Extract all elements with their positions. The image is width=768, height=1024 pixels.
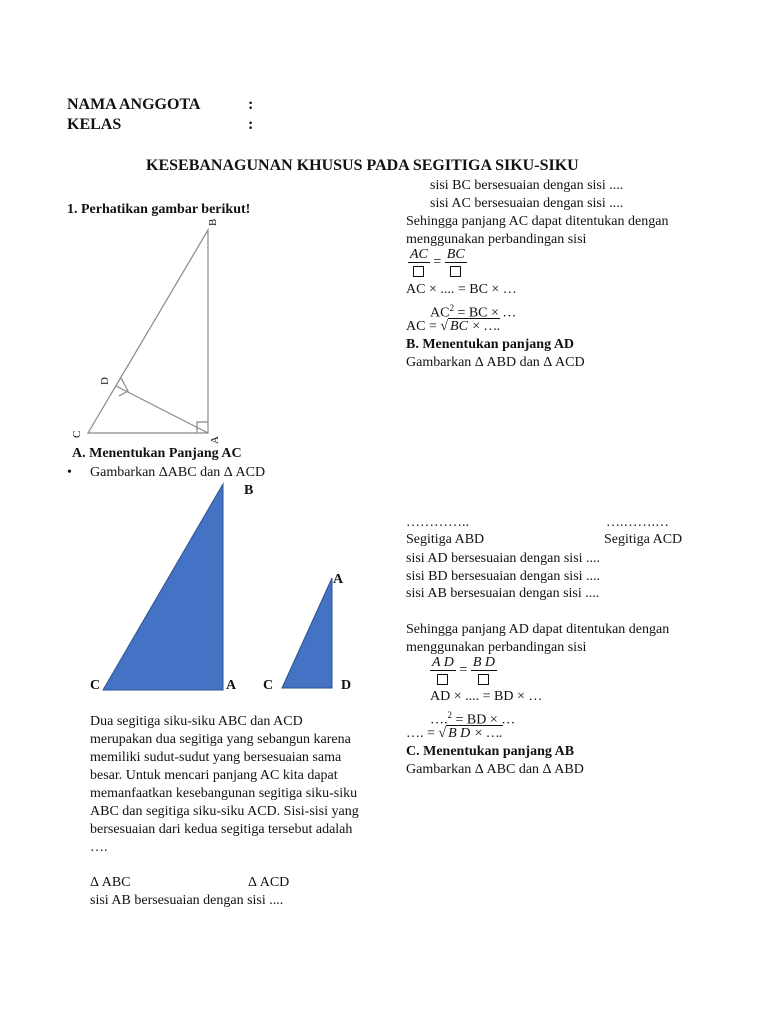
ratio-ad-bd — [430, 656, 497, 685]
section-c-line: Gambarkan Δ ABC dan Δ ABD — [406, 762, 584, 777]
side-bd-correspondence: sisi BD bersesuaian dengan sisi .... — [406, 569, 601, 584]
section-a-paragraph: Dua segitiga siku-siku ABC dan ACD merupakan dua segitiga yang sebangun karena memiliki sudut-sudut yang bersesuaian sama besar. Untuk mencari panjang AC kita dapat memanfaatkan kesebangunan segitiga siku-siku ABC dan segitiga siku-siku ACD. Sisi-sisi yang bersesuaian dari kedua segitiga tersebut adalah …. — [90, 714, 359, 855]
blank-box-4[interactable] — [478, 674, 489, 685]
section-a-conclusion-1: Sehingga panjang AC dapat ditentukan dengan — [406, 214, 669, 229]
right-angle-a — [197, 422, 208, 433]
step-a-3-lhs: AC = — [406, 319, 441, 334]
step-b-3: …. = √ B D × …. — [406, 726, 503, 741]
step-b-2-sup: 2 — [447, 710, 452, 720]
section-a-conclusion-2: menggunakan perbandingan sisi — [406, 232, 587, 247]
right-angle-d — [119, 378, 128, 396]
triangle-acd — [282, 578, 332, 688]
step-a-3: AC = √ BC × …. — [406, 319, 501, 334]
section-b-line: Gambarkan Δ ABD dan Δ ACD — [406, 355, 585, 370]
step-b-2-rest: = BD × … — [452, 712, 516, 728]
small-tri-label-a: A — [333, 572, 344, 587]
triangle-figure — [70, 218, 230, 446]
bullet-dot: • — [67, 465, 72, 480]
frac-bd-num: B D — [472, 655, 495, 670]
label-d: D — [99, 377, 111, 385]
question-1: 1. Perhatikan gambar berikut! — [67, 202, 251, 217]
small-tri-label-c: C — [263, 678, 274, 693]
step-b-1: AD × .... = BD × … — [430, 689, 543, 704]
big-tri-label-c: C — [90, 678, 101, 693]
small-tri-label-d: D — [341, 678, 352, 693]
frac-bc-num: BC — [446, 247, 465, 262]
step-a-2-rest: = BC × … — [453, 305, 517, 321]
side-ab-correspondence-b: sisi AB bersesuaian dengan sisi .... — [406, 586, 600, 601]
label-b: B — [207, 218, 219, 226]
side-ab-correspondence: sisi AB bersesuaian dengan sisi .... — [90, 893, 284, 908]
big-tri-label-b: B — [244, 483, 254, 498]
section-a-bullet: Gambarkan ΔABC dan Δ ACD — [90, 465, 266, 480]
blank-box-1[interactable] — [413, 266, 424, 277]
side-ac-correspondence: sisi AC bersesuaian dengan sisi .... — [430, 196, 624, 211]
frac-ac-num: AC — [410, 247, 428, 262]
equals-sign-b: = — [459, 662, 468, 678]
section-a-heading: A. Menentukan Panjang AC — [72, 446, 242, 461]
triangles-diagram — [95, 480, 355, 695]
big-tri-label-a: A — [226, 678, 237, 693]
step-a-3-root: BC × …. — [450, 319, 501, 334]
ratio-ac-bc — [408, 248, 467, 277]
blank-dots-right[interactable]: ….…….… — [606, 515, 669, 530]
label-c: C — [71, 430, 83, 438]
step-b-2-base: …. — [430, 712, 448, 728]
step-a-2-base: AC — [430, 305, 450, 321]
side-ad-correspondence: sisi AD bersesuaian dengan sisi .... — [406, 551, 601, 566]
blank-box-3[interactable] — [437, 674, 448, 685]
label-a: A — [209, 436, 221, 444]
kelas-colon: : — [248, 116, 254, 133]
section-b-conclusion-1: Sehingga panjang AD dapat ditentukan dengan — [406, 622, 670, 637]
step-b-3-root: B D × …. — [448, 726, 503, 741]
step-a-1: AC × .... = BC × … — [406, 282, 517, 297]
section-b-conclusion-2: menggunakan perbandingan sisi — [406, 640, 587, 655]
tri-abc-label: Δ ABC — [90, 875, 131, 890]
altitude-ad — [116, 386, 208, 433]
page-title: KESEBANAGUNAN KHUSUS PADA SEGITIGA SIKU-SIKU — [146, 157, 579, 174]
frac-ad-num: A D — [432, 655, 454, 670]
step-a-2-sup: 2 — [449, 303, 454, 313]
segitiga-acd-label: Segitiga ACD — [604, 532, 683, 547]
section-b-heading: B. Menentukan panjang AD — [406, 337, 575, 352]
section-c-heading: C. Menentukan panjang AB — [406, 744, 575, 759]
segitiga-abd-label: Segitiga ABD — [406, 532, 485, 547]
side-bc-correspondence: sisi BC bersesuaian dengan sisi .... — [430, 178, 624, 193]
nama-anggota-label: NAMA ANGGOTA — [67, 96, 201, 113]
blank-dots-left[interactable]: ………….. — [406, 515, 469, 530]
tri-acd-label: Δ ACD — [248, 875, 290, 890]
blank-box-2[interactable] — [450, 266, 461, 277]
kelas-label: KELAS — [67, 116, 122, 133]
triangle-abc — [103, 484, 223, 690]
nama-anggota-colon: : — [248, 96, 254, 113]
step-b-3-lhs: …. = — [406, 726, 439, 741]
equals-sign-a: = — [433, 254, 442, 270]
